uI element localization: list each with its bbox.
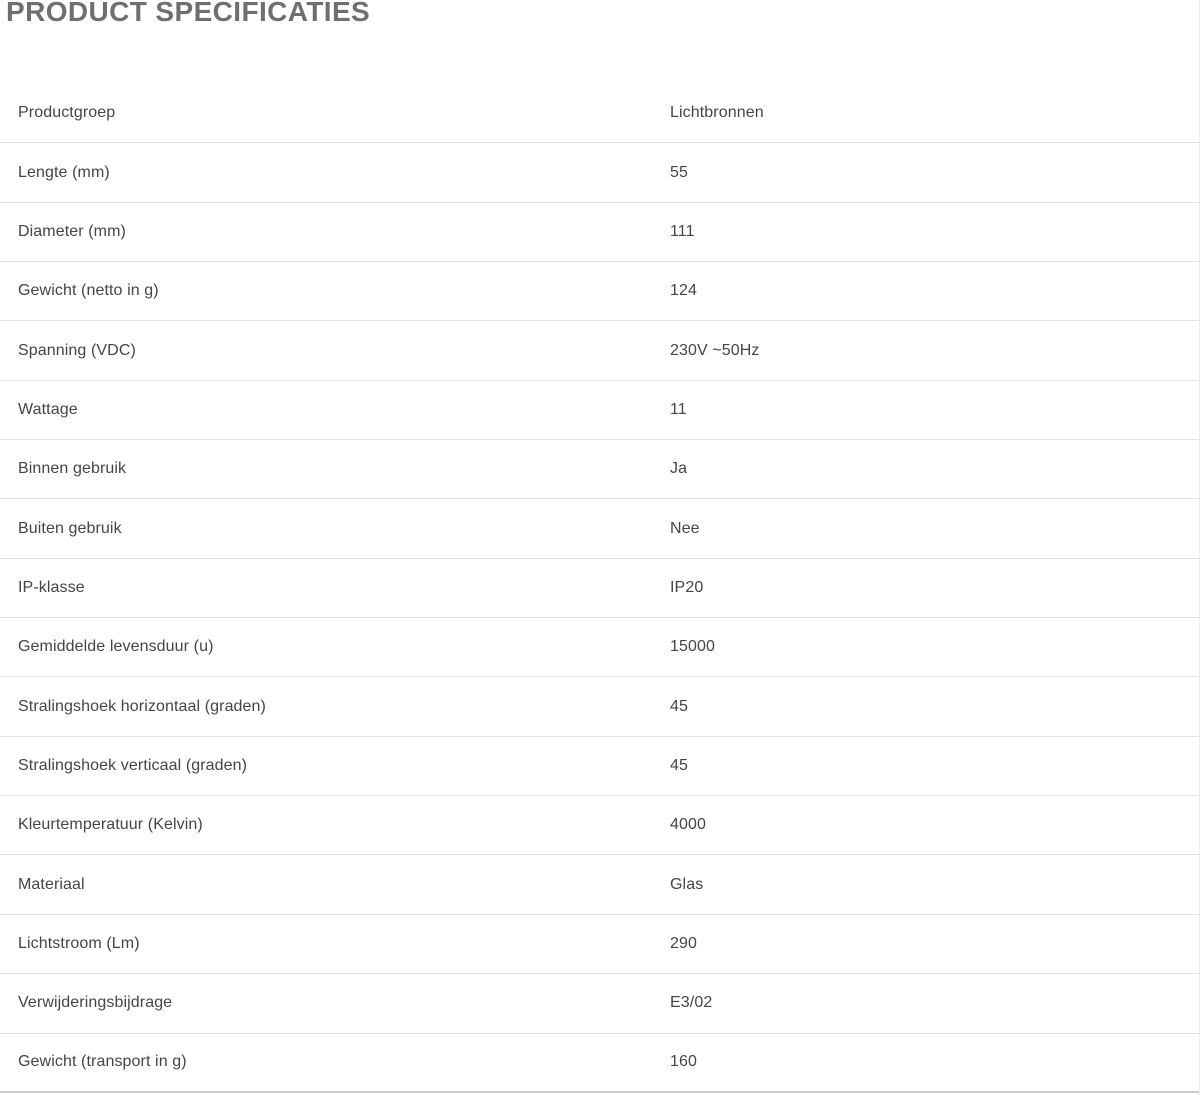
spec-row bbox=[0, 915, 1199, 974]
spec-value: 45 bbox=[670, 756, 688, 774]
spec-row bbox=[0, 143, 1199, 202]
spec-label: Buiten gebruik bbox=[18, 519, 122, 537]
spec-row bbox=[0, 855, 1199, 914]
page-title: PRODUCT SPECIFICATIES bbox=[6, 0, 371, 27]
spec-value: 111 bbox=[670, 222, 695, 240]
spec-row bbox=[0, 203, 1199, 262]
spec-row bbox=[0, 737, 1199, 796]
spec-value: 11 bbox=[670, 400, 687, 418]
spec-label: IP-klasse bbox=[18, 578, 85, 596]
spec-label: Materiaal bbox=[18, 875, 85, 893]
spec-label: Gemiddelde levensduur (u) bbox=[18, 638, 214, 656]
spec-row bbox=[0, 559, 1199, 618]
spec-label: Gewicht (netto in g) bbox=[18, 282, 159, 300]
spec-label: Wattage bbox=[18, 400, 78, 418]
spec-value: 124 bbox=[670, 282, 697, 300]
spec-row bbox=[0, 321, 1199, 380]
spec-row bbox=[0, 84, 1199, 143]
spec-value: E3/02 bbox=[670, 994, 713, 1012]
spec-value: IP20 bbox=[670, 578, 704, 596]
spec-label: Stralingshoek horizontaal (graden) bbox=[18, 697, 266, 715]
spec-label: Binnen gebruik bbox=[18, 460, 127, 478]
spec-value: Lichtbronnen bbox=[670, 104, 764, 122]
spec-label: Lengte (mm) bbox=[18, 163, 110, 181]
spec-row bbox=[0, 974, 1199, 1033]
spec-row bbox=[0, 499, 1199, 558]
spec-label: Productgroep bbox=[18, 104, 116, 122]
spec-value: Glas bbox=[670, 875, 704, 893]
spec-row bbox=[0, 440, 1199, 499]
spec-row bbox=[0, 796, 1199, 855]
spec-row bbox=[0, 381, 1199, 440]
spec-label: Lichtstroom (Lm) bbox=[18, 934, 140, 952]
spec-value: 4000 bbox=[670, 816, 706, 834]
spec-label: Diameter (mm) bbox=[18, 222, 126, 240]
spec-value: 15000 bbox=[670, 638, 715, 656]
spec-label: Gewicht (transport in g) bbox=[18, 1053, 187, 1071]
spec-value: Nee bbox=[670, 519, 700, 537]
spec-label: Verwijderingsbijdrage bbox=[18, 994, 173, 1012]
spec-row bbox=[0, 677, 1199, 736]
spec-value: Ja bbox=[670, 460, 688, 478]
spec-value: 55 bbox=[670, 163, 688, 181]
spec-value: 160 bbox=[670, 1053, 697, 1071]
spec-row bbox=[0, 618, 1199, 677]
spec-row bbox=[0, 1034, 1199, 1093]
spec-value: 45 bbox=[670, 697, 688, 715]
spec-table bbox=[0, 84, 1199, 1093]
spec-label: Spanning (VDC) bbox=[18, 341, 136, 359]
spec-label: Stralingshoek verticaal (graden) bbox=[18, 756, 248, 774]
spec-row bbox=[0, 262, 1199, 321]
spec-label: Kleurtemperatuur (Kelvin) bbox=[18, 816, 203, 834]
spec-value: 230V ~50Hz bbox=[670, 341, 760, 359]
spec-value: 290 bbox=[670, 934, 697, 952]
